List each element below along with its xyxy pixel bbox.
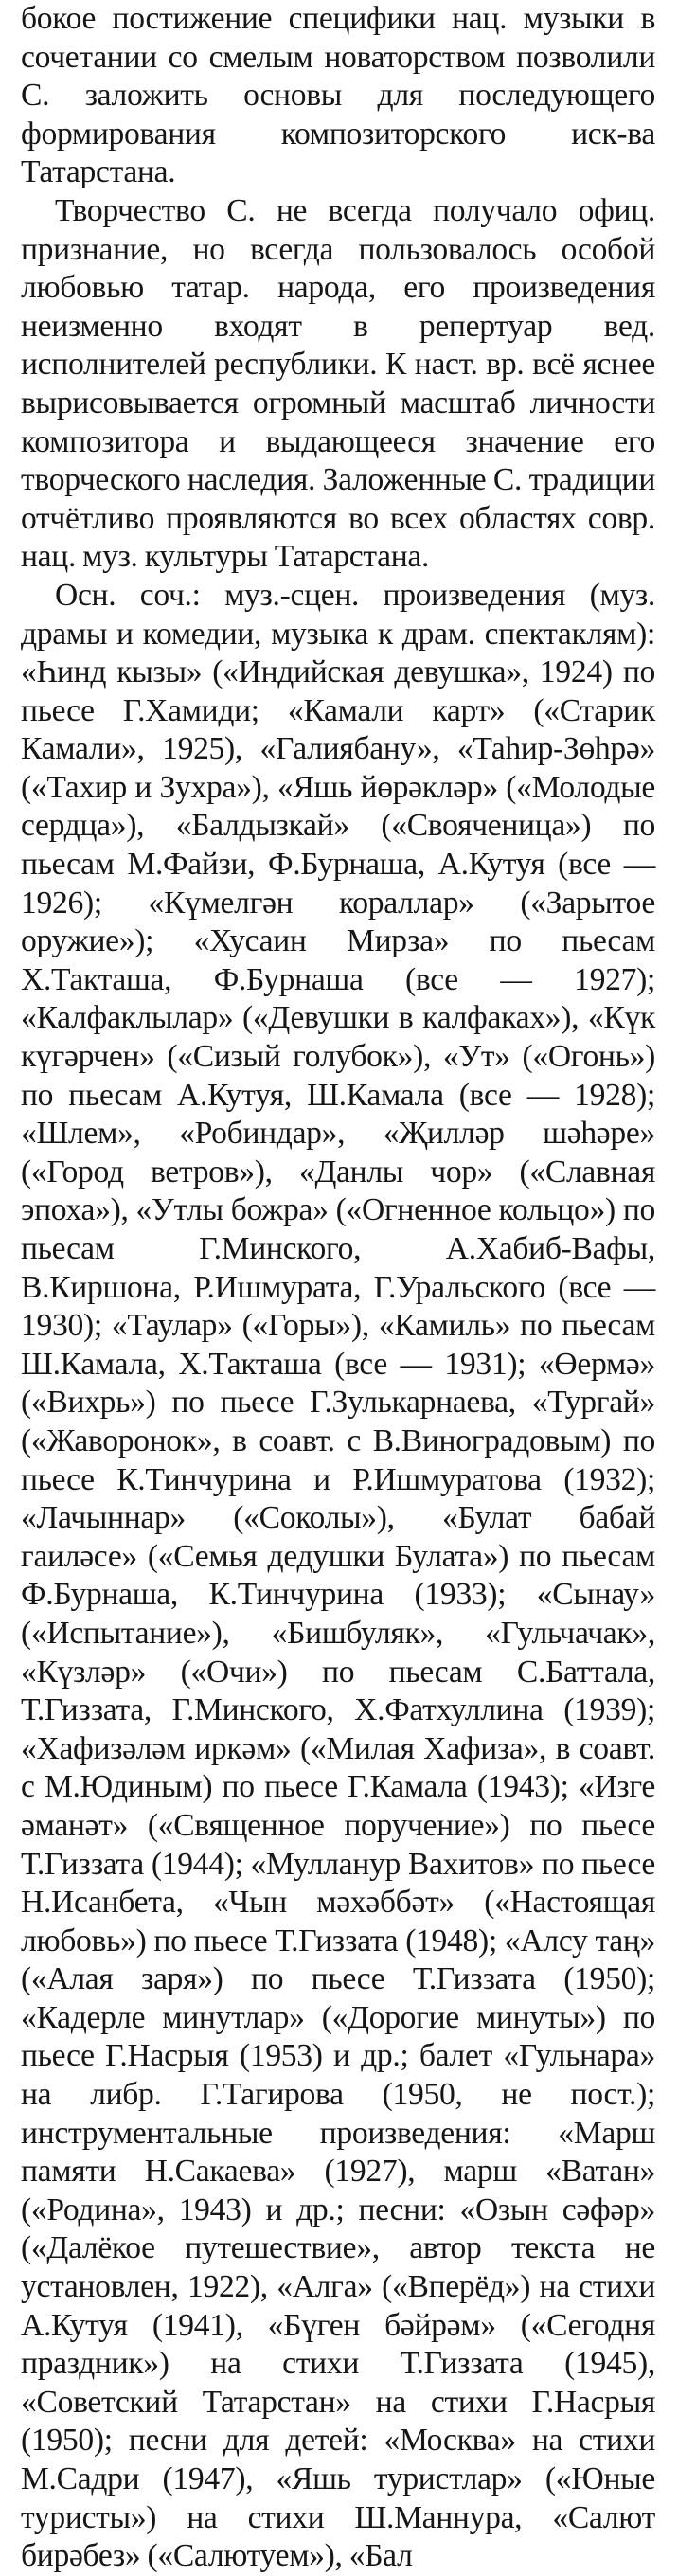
paragraph-continuation: бокое постижение специфики нац. музыки в сочетании со смелым новаторством позволили С. заложить основы для последующего формирования композиторского иск-ва Татарстана. — [21, 1, 655, 190]
paragraph-works-list: Осн. соч.: муз.-сцен. произведения (муз. драмы и комедии, музыка к драм. спектаклям): «Һинд кызы» («Индийская девушка», 1924) по пьесе Г.Хамиди; «Камали карт» («Старик Камали», 1925), «Галиябану», «Таһир-Зөһрә» («Тахир и Зухра»), «Яшь йөрәкләр» («Молодые сердца»), «Балдызкай» («Свояченица») по пьесам М.Файзи, Ф.Бурнаша, А.Кутуя (все — 1926); «Күмелгән кораллар» («Зарытое оружие»); «Хусаин Мирза» по пьесам Х.Такташа, Ф.Бурнаша (все — 1927); «Калфаклылар» («Девушки в калфаках»), «Күк күгәрчен» («Сизый голубок»), «Ут» («Огонь») по пьесам А.Кутуя, Ш.Камала (все — 1928); «Шлем», «Робиндар», «Җилләр шәһәре» («Город ветров»), «Данлы чор» («Славная эпоха»), «Утлы божра» («Огненное кольцо») по пьесам Г.Минского, А.Хабиб-Вафы, В.Киршона, Р.Ишмурата, Г.Уральского (все — 1930); «Таулар» («Горы»), «Камиль» по пьесам Ш.Камала, Х.Такташа (все — 1931); «Өермә» («Вихрь») по пьесе Г.Зулькарнаева, «Тургай» («Жаворонок», в соавт. с В.Виноградовым) по пьесе К.Тинчурина и Р.Ишмуратова (1932); «Лачыннар» («Соколы»), «Булат бабай гаиләсе» («Семья дедушки Булата») по пьесам Ф.Бурнаша, К.Тинчурина (1933); «Сынау» («Испытание»), «Бишбуляк», «Гульчачак», «Күзләр» («Очи») по пьесам С.Баттала, Т.Гиззата, Г.Минского, Х.Фатхуллина (1939); «Хафизәләм иркәм» («Милая Хафиза», в соавт. с М.Юдиным) по пьесе Г.Камала (1943); «Изге әманәт» («Священное поручение») по пьесе Т.Гиззата (1944); «Мулланур Вахитов» по пьесе Н.Исанбета, «Чын мәхәббәт» («Настоящая любовь») по пьесе Т.Гиззата (1948); «Алсу таң» («Алая заря») по пьесе Т.Гиззата (1950); «Кадерле минутлар» («Дорогие минуты») по пьесе Г.Насрыя (1953) и др.; балет «Гульнара» на либр. Г.Тагирова (1950, не пост.); инструментальные произведения: «Марш памяти Н.Сакаева» (1927), марш «Ватан» («Родина», 1943) и др.; песни: «Озын сәфәр» («Далёкое путешествие», автор текста не установлен, 1922), «Алга» («Вперёд») на стихи А.Кутуя (1941), «Бүген бәйрәм» («Сегодня праздник») на стихи Т.Гиззата (1945), «Советский Татарстан» на стихи Г.Насрыя (1950); песни для детей: «Москва» на стихи М.Садри (1947), «Яшь туристлар» («Юные туристы») на стихи Ш.Маннура, «Салют бирәбез» («Салютуем»), «Бал — [21, 577, 655, 2574]
article-page — [21, 0, 655, 2576]
paragraph-legacy: Творчество С. не всегда получало офиц. признание, но всегда пользовалось особой любовью татар. народа, его произведения неизменно входят в репертуар вед. исполнителей республики. К наст. вр. всё яснее вырисовывается огромный масштаб личности композитора и выдающееся значение его творческого наследия. Заложенные С. традиции отчётливо проявляются во всех областях совр. нац. муз. культуры Татарстана. — [21, 192, 655, 575]
